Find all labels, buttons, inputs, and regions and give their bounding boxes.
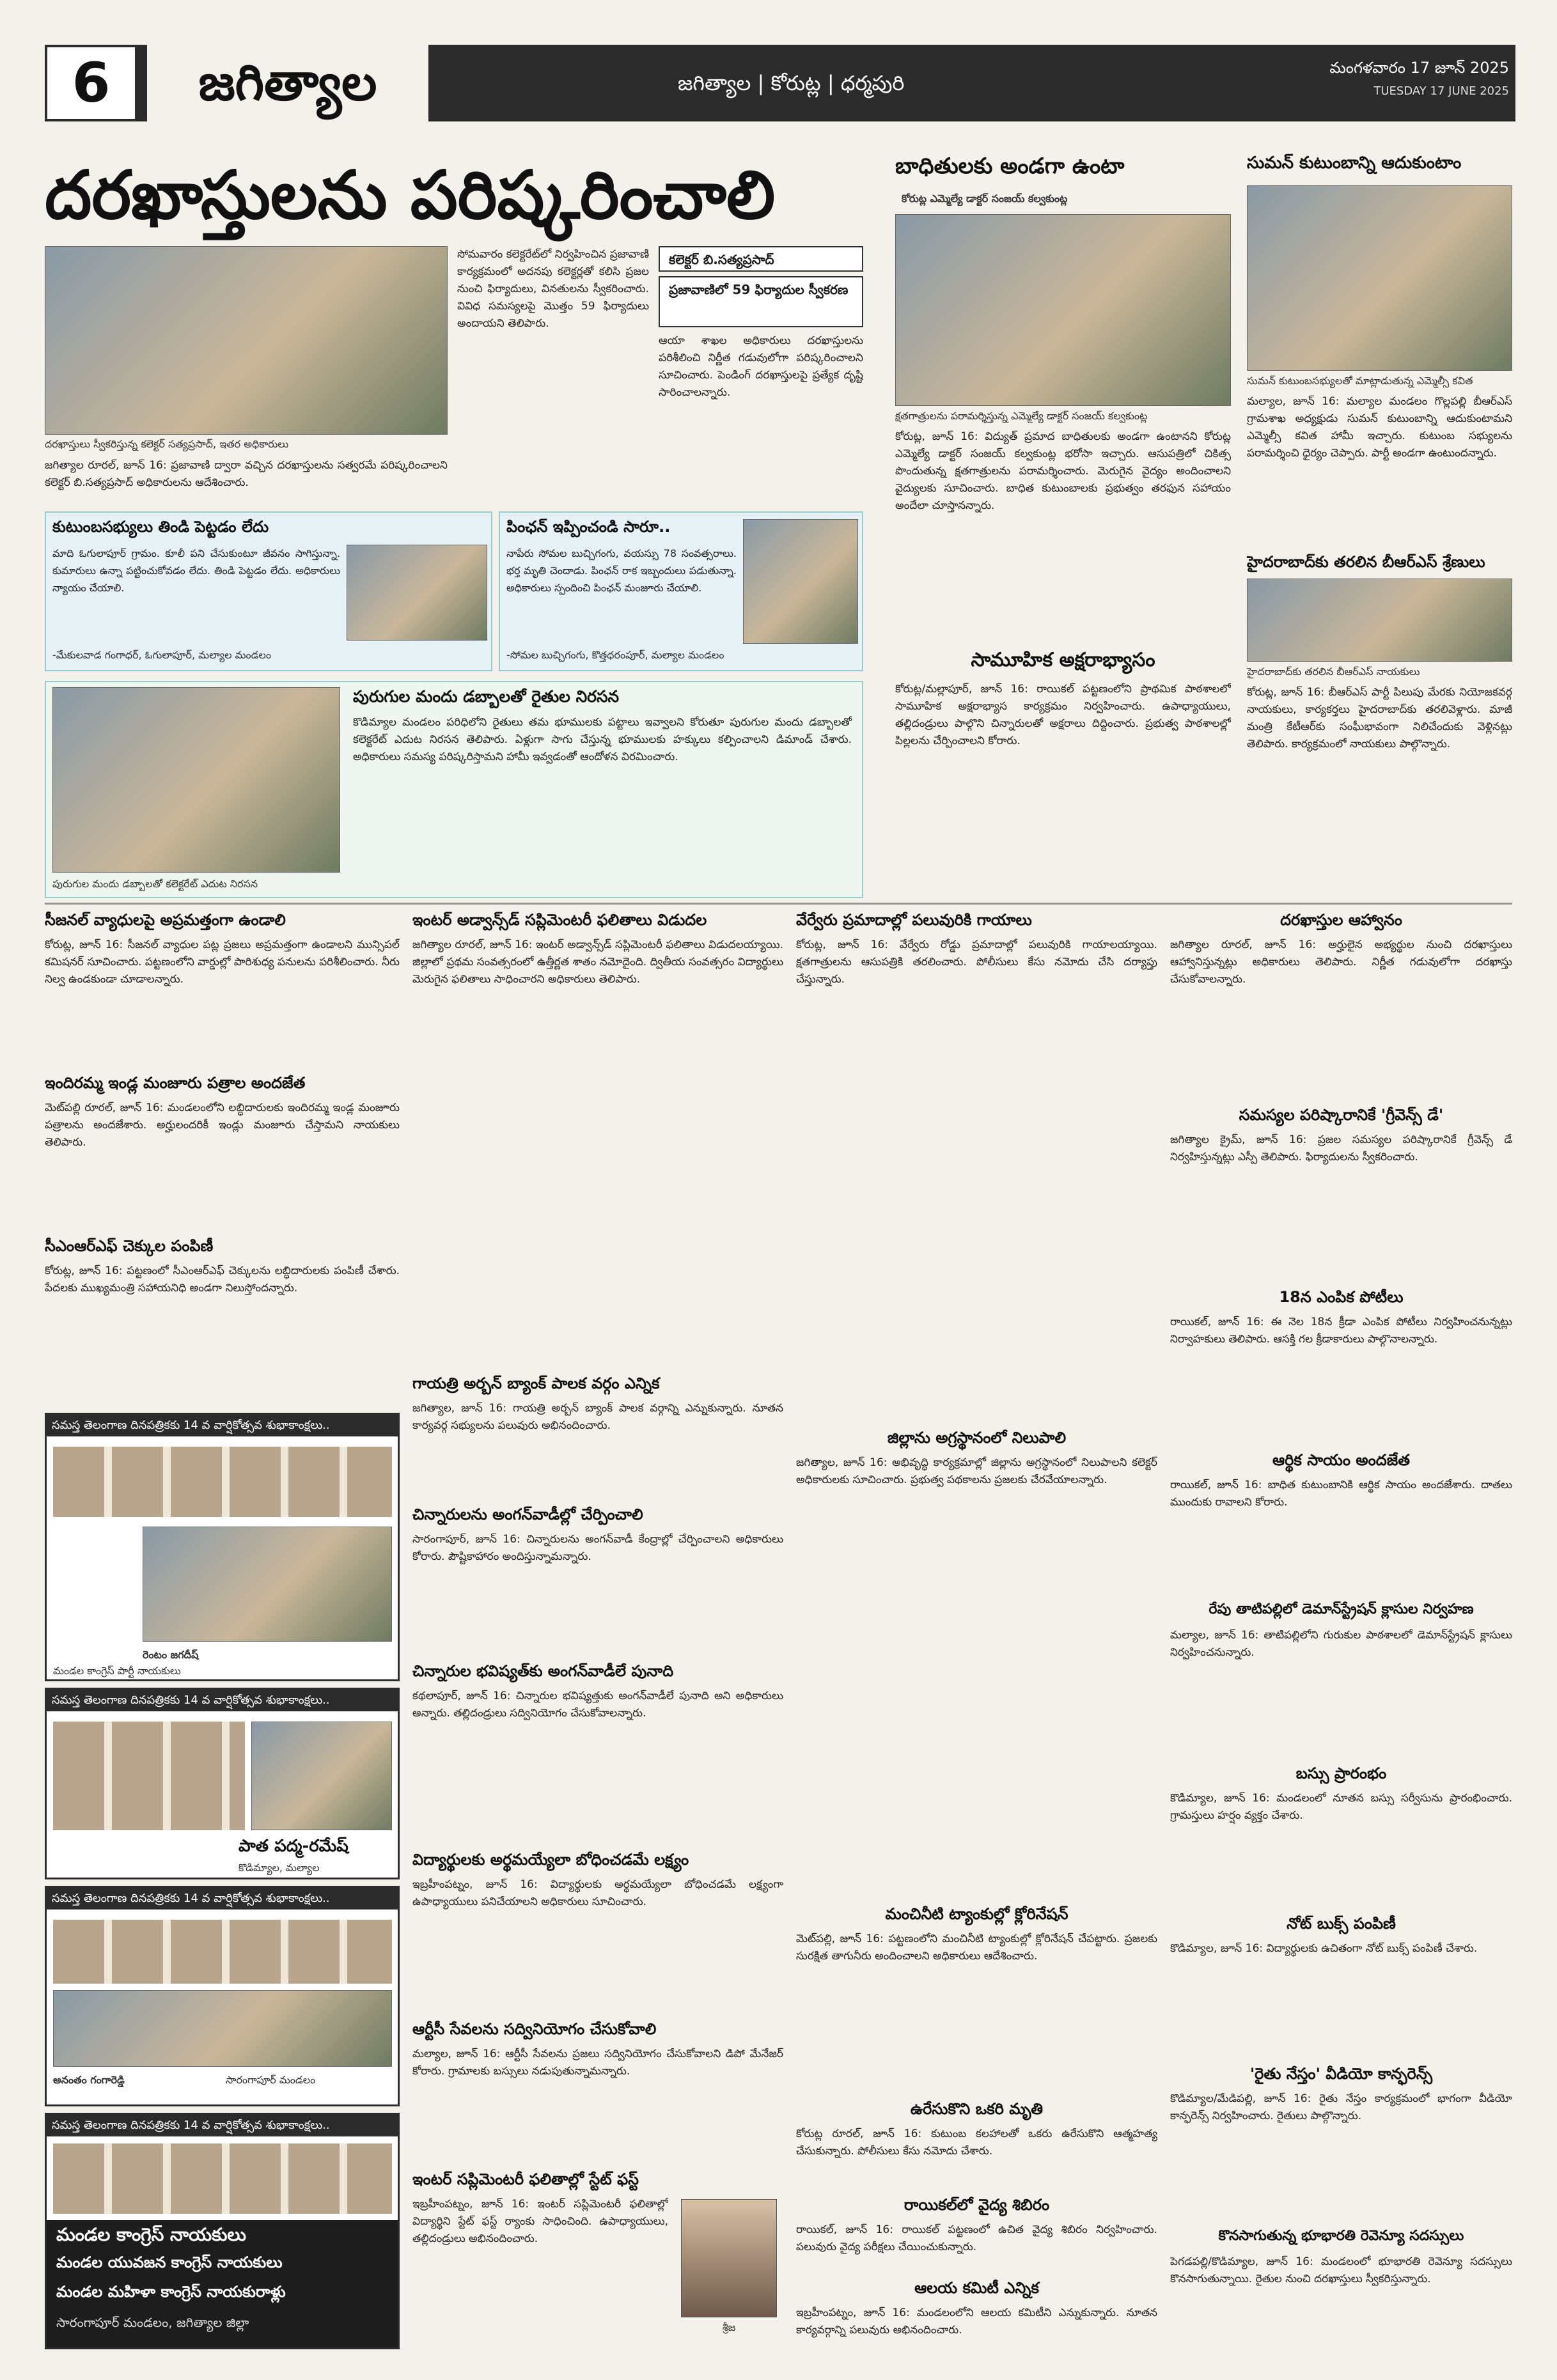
ad-4-faces [53, 2143, 392, 2214]
family-story-byline: -మేకులవాడ గంగాధర్, ఓగులాపూర్, మల్యాల మండలం [52, 649, 271, 661]
col1-body-2: మెట్‌పల్లి రూరల్, జూన్ 16: మండలంలోని లబ్ధిదారులకు ఇందిరమ్మ ఇండ్ల మంజూరు పత్రాలను అందజేశారు. అర్హులందరికీ ఇండ్లు మంజూరు చేస్తామని నాయకులు తెలిపారు. [45, 1101, 400, 1149]
farmers-story-body: కొడిమ్యాల మండలం పరిధిలోని రైతులు తమ భూములకు పట్టాలు ఇవ్వాలని కోరుతూ పురుగుల మందు డబ్బాలతో కలెక్టరేట్ ఎదుట నిరసన తెలిపారు. ఏళ్లుగా సాగు చేస్తున్న భూములకు హక్కులు కల్పించాలని డిమాండ్ చేశారు. అధికారులు సమస్య పరిష్కరిస్తామని హామీ ఇవ్వడంతో ఆందోళన విరమించారు. [353, 716, 852, 763]
col3-headline-3: మంచినీటి ట్యాంకుల్లో క్లోరినేషన్ [885, 1905, 1068, 1923]
col3-body-2: జగిత్యాల, జూన్ 16: అభివృద్ధి కార్యక్రమాల్లో జిల్లాను అగ్రస్థానంలో నిలుపాలని కలెక్టర్ అధికారులకు సూచించారు. ప్రభుత్వ పథకాలను ప్రజలకు చేరవేయాలన్నారు. [796, 1456, 1157, 1486]
lead-photo [45, 246, 448, 435]
ad-2-footer: కొడిమ్యాల, మల్యాల [239, 1862, 320, 1874]
lead-body-3: ఆయా శాఖల అధికారులు దరఖాస్తులను పరిశీలించి నిర్ణీత గడువులోగా పరిష్కరించాలని సూచించారు. పెండింగ్ దరఖాస్తులపై ప్రత్యేక దృష్టి సారించాలన్నారు. [659, 334, 863, 399]
col4-body-6: కొడిమ్యాల, జూన్ 16: మండలంలో నూతన బస్సు సర్వీసును ప్రారంభించారు. గ్రామస్తులు హర్షం వ్యక్తం చేశారు. [1170, 1792, 1512, 1822]
suman-body: మల్యాల, జూన్ 16: మల్యాల మండలం గొల్లపల్లి బీఆర్ఎస్ గ్రామశాఖ అధ్యక్షుడు సుమన్ కుటుంబాన్ని ఆదుకుంటామని ఎమ్మెల్సీ కవిత హామీ ఇచ్చారు. కుటుంబ సభ్యులను పరామర్శించి ధైర్యం చెప్పారు. పార్టీ అండగా ఉంటుందన్నారు. [1247, 395, 1512, 460]
col3-body-6: ఇబ్రహీంపట్నం, జూన్ 16: మండలంలోని ఆలయ కమిటీని ఎన్నుకున్నారు. నూతన కార్యవర్గాన్ని పలువురు అభినందించారు. [796, 2306, 1157, 2337]
col1-headline-1: సీజనల్ వ్యాధులపై అప్రమత్తంగా ఉండాలి [45, 911, 286, 929]
hyderabad-photo [1247, 579, 1512, 662]
col4-headline-5: రేపు తాటిపల్లిలో డెమాన్‌స్ట్రేషన్ క్లాసుల నిర్వహణ [1209, 1601, 1474, 1617]
ad-2-portrait [251, 1722, 392, 1830]
ad-1-footer: మండల కాంగ్రెస్ పార్టీ నాయకులు [53, 1665, 181, 1677]
lead-body-2: సోమవారం కలెక్టరేట్‌లో నిర్వహించిన ప్రజావాణి కార్యక్రమంలో అదనపు కలెక్టర్లతో కలిసి ప్రజల నుంచి ఫిర్యాదులు, వినతులను స్వీకరించారు. వివిధ సమస్యలపై మొత్తం 59 ఫిర్యాదులు అందాయని తెలిపారు. [457, 248, 649, 330]
col3-body-1: కోరుట్ల, జూన్ 16: వేర్వేరు రోడ్డు ప్రమాదాల్లో పలువురికి గాయాలయ్యాయి. క్షతగాత్రులను ఆసుపత్రికి తరలించారు. పోలీసులు కేసు నమోదు చేసి దర్యాప్తు చేస్తున్నారు. [796, 938, 1157, 986]
lead-bullet-1: కలెక్టర్ బి.సత్యప్రసాద్ [659, 246, 863, 272]
hyderabad-body: కోరుట్ల, జూన్ 16: బీఆర్ఎస్ పార్టీ పిలుపు మేరకు నియోజకవర్గ నాయకులు, కార్యకర్తలు హైదరాబాద్‌కు తరలివెళ్లారు. మాజీ మంత్రి కేటీఆర్‌కు సంఘీభావంగా నిలిచేందుకు వెళ్లినట్లు తెలిపారు. కార్యక్రమంలో నాయకులు పాల్గొన్నారు. [1247, 686, 1512, 751]
victims-photo [895, 214, 1231, 406]
col4-body-8: కొడిమ్యాల/మేడిపల్లి, జూన్ 16: రైతు నేస్తం కార్యక్రమంలో భాగంగా వీడియో కాన్ఫరెన్స్ నిర్వహించారు. రైతులు పాల్గొన్నారు. [1170, 2092, 1512, 2122]
student-name: శ్రీజ [722, 2321, 736, 2333]
col4-body-1: జగిత్యాల రూరల్, జూన్ 16: అర్హులైన అభ్యర్థుల నుంచి దరఖాస్తులు ఆహ్వానిస్తున్నట్లు అధికారులు తెలిపారు. నిర్ణీత గడువులోగా దరఖాస్తు చేసుకోవాలన్నారు. [1170, 938, 1512, 986]
col2-headline-3: చిన్నారులను అంగన్‌వాడీల్లో చేర్పించాలి [412, 1505, 643, 1523]
ad-4-title: సమస్త తెలంగాణ దినపత్రికకు 14 వ వార్షికోత్సవ శుభాకాంక్షలు.. [47, 2115, 398, 2136]
col2-headline-6: ఆర్టీసీ సేవలను సద్వినియోగం చేసుకోవాలి [412, 2020, 657, 2038]
col4-body-9: పెగడపల్లి/కొడిమ్యాల, జూన్ 16: మండలంలో భూభారతి రెవెన్యూ సదస్సులు కొనసాగుతున్నాయి. రైతుల నుంచి దరఖాస్తులు స్వీకరిస్తున్నారు. [1170, 2255, 1512, 2285]
column-2 [412, 911, 783, 2349]
student-photo [681, 2199, 777, 2317]
victims-caption: క్షతగాత్రులను పరామర్శిస్తున్న ఎమ్మెల్యే డాక్టర్ సంజయ్ కల్వకుంట్ల [895, 410, 1148, 422]
family-story-body: మాది ఓగులాపూర్ గ్రామం. కూలీ పని చేసుకుంటూ జీవనం సాగిస్తున్నా. కుమారులు ఉన్నా పట్టించుకోవడం లేదు. తిండి పెట్టడం లేదు. అధికారులు న్యాయం చేయాలి. [52, 547, 340, 594]
col4-headline-1: దరఖాస్తుల ఆహ్వానం [1280, 911, 1402, 929]
col4-headline-7: నోట్ బుక్స్ పంపిణీ [1287, 1915, 1396, 1933]
ad-2-title: సమస్త తెలంగాణ దినపత్రికకు 14 వ వార్షికోత్సవ శుభాకాంక్షలు.. [47, 1690, 398, 1711]
col3-headline-4: ఉరేసుకొని ఒకరి మృతి [910, 2100, 1044, 2118]
banner-line-2: మండల యువజన కాంగ్రెస్ నాయకులు [56, 2253, 283, 2271]
col4-headline-3: 18న ఎంపిక పోటీలు [1279, 1288, 1404, 1306]
col2-body-4: కథలాపూర్, జూన్ 16: చిన్నారుల భవిష్యత్తుకు అంగన్‌వాడీలే పునాది అని అధికారులు అన్నారు. తల్లిదండ్రులు సద్వినియోగం చేసుకోవాలన్నారు. [412, 1690, 783, 1720]
col4-body-5: మల్యాల, జూన్ 16: తాటిపల్లిలోని గురుకుల పాఠశాలలో డెమాన్‌స్ట్రేషన్ క్లాసులు నిర్వహించనున్నారు. [1170, 1629, 1512, 1659]
ad-1-name: రెంటం జగదీష్ [143, 1649, 199, 1661]
col2-headline-4: చిన్నారుల భవిష్యత్‌కు అంగన్‌వాడీలే పునాది [412, 1662, 674, 1680]
col3-body-4: కోరుట్ల రూరల్, జూన్ 16: కుటుంబ కలహాలతో ఒకరు ఉరేసుకొని ఆత్మహత్య చేసుకున్నారు. పోలీసులు కేసు నమోదు చేశారు. [796, 2127, 1157, 2158]
ad-3 [45, 1886, 400, 2106]
banner-line-3: మండల మహిళా కాంగ్రెస్ నాయకురాళ్లు [56, 2283, 286, 2301]
banner-line-1: మండల కాంగ్రెస్ నాయకులు [56, 2224, 246, 2245]
pension-story-photo [743, 519, 858, 644]
pension-story-headline: పింఛన్ ఇప్పించండి సారూ.. [506, 518, 671, 536]
lead-body-1: జగిత్యాల రూరల్, జూన్ 16: ప్రజావాణి ద్వారా వచ్చిన దరఖాస్తులను సత్వరమే పరిష్కరించాలని కలెక్టర్ బి.సత్యప్రసాద్ అధికారులను ఆదేశించారు. [45, 459, 448, 489]
ad-1 [45, 1413, 400, 1681]
column-4 [1170, 911, 1512, 2349]
col2-body-6: మల్యాల, జూన్ 16: ఆర్టీసీ సేవలను ప్రజలు సద్వినియోగం చేసుకోవాలని డిపో మేనేజర్ కోరారు. గ్రామాలకు బస్సులు నడుపుతున్నామన్నారు. [412, 2048, 783, 2078]
col2-headline-7: ఇంటర్ సప్లిమెంటరీ ఫలితాల్లో స్టేట్ ఫస్ట్ [412, 2170, 639, 2188]
col3-body-5: రాయికల్, జూన్ 16: రాయికల్ పట్టణంలో ఉచిత వైద్య శిబిరం నిర్వహించారు. పలువురు వైద్య పరీక్షలు చేయించుకున్నారు. [796, 2223, 1157, 2253]
col4-body-3: రాయికల్, జూన్ 16: ఈ నెల 18న క్రీడా ఎంపిక పోటీలు నిర్వహించనున్నట్లు నిర్వాహకులు తెలిపారు. ఆసక్తి గల క్రీడాకారులు పాల్గొనాలన్నారు. [1170, 1316, 1512, 1346]
col2-body-5: ఇబ్రహీంపట్నం, జూన్ 16: విద్యార్థులకు అర్థమయ్యేలా బోధించడమే లక్ష్యంగా ఉపాధ్యాయులు పనిచేయాలని అధికారులు సూచించారు. [412, 1878, 783, 1908]
col4-headline-2: సమస్యల పరిష్కారానికే 'గ్రీవెన్స్ డే' [1239, 1106, 1444, 1124]
ad-3-name: అనంతం గంగారెడ్డి [53, 2074, 125, 2086]
col4-headline-4: ఆర్థిక సాయం అందజేత [1272, 1451, 1410, 1469]
bottom-banner [47, 2220, 400, 2349]
farmers-story-headline: పురుగుల మందు డబ్బాలతో రైతుల నిరసన [353, 687, 620, 706]
pension-story-body: నాపేరు సోమల బుచ్చిగంగు, వయస్సు 78 సంవత్సరాలు. భర్త మృతి చెందాడు. పింఛన్ రాక ఇబ్బందులు పడుతున్నా. అధికారులు స్పందించి పింఛన్ మంజూరు చేయాలి. [506, 547, 737, 594]
col4-body-4: రాయికల్, జూన్ 16: బాధిత కుటుంబానికి ఆర్థిక సాయం అందజేశారు. దాతలు ముందుకు రావాలని కోరారు. [1170, 1479, 1512, 1509]
suman-photo [1247, 185, 1512, 371]
literacy-body: కోరుట్ల/మల్లాపూర్, జూన్ 16: రాయికల్ పట్టణంలోని ప్రాథమిక పాఠశాలలో సామూహిక అక్షరాభ్యాస కార్యక్రమం నిర్వహించారు. ఉపాధ్యాయులు, తల్లిదండ్రులు పాల్గొని చిన్నారులతో అక్షరాలు దిద్దించారు. ప్రభుత్వ పాఠశాలల్లో పిల్లలను చేర్పించాలని కోరారు. [895, 683, 1231, 747]
col1-headline-2: ఇందిరమ్మ ఇండ్ల మంజూరు పత్రాల అందజేత [45, 1074, 306, 1092]
victims-body: కోరుట్ల, జూన్ 16: విద్యుత్ ప్రమాద బాధితులకు అండగా ఉంటానని కోరుట్ల ఎమ్మెల్యే డాక్టర్ సంజయ్ కల్వకుంట్ల భరోసా ఇచ్చారు. ఆసుపత్రిలో చికిత్స పొందుతున్న క్షతగాత్రులను పరామర్శించారు. మెరుగైన వైద్యం అందించాలని వైద్యులకు సూచించారు. బాధిత కుటుంబాలకు ప్రభుత్వం తరఫున సహాయం అందేలా చూస్తానన్నారు. [895, 430, 1231, 512]
suman-caption: సుమన్ కుటుంబసభ్యులతో మాట్లాడుతున్న ఎమ్మెల్సీ కవిత [1247, 375, 1473, 387]
col2-body-3: సారంగాపూర్, జూన్ 16: చిన్నారులను అంగన్‌వాడీ కేంద్రాల్లో చేర్పించాలని అధికారులు కోరారు. పౌష్టికాహారం అందిస్తున్నామన్నారు. [412, 1533, 783, 1563]
col4-body-7: కొడిమ్యాల, జూన్ 16: విద్యార్థులకు ఉచితంగా నోట్ బుక్స్ పంపిణీ చేశారు. [1170, 1942, 1478, 1955]
ad-2-name: పాత పద్మ-రమేష్ [239, 1837, 348, 1856]
ad-3-faces [53, 1920, 392, 1984]
col2-headline-5: విద్యార్థులకు అర్థమయ్యేలా బోధించడమే లక్ష్యం [412, 1851, 689, 1869]
family-story-photo [347, 545, 487, 641]
ad-2 [45, 1688, 400, 1879]
ad-1-portraits [143, 1527, 392, 1642]
col4-headline-6: బస్సు ప్రారంభం [1295, 1764, 1387, 1782]
page-number: 6 [45, 45, 137, 121]
col3-headline-6: ఆలయ కమిటీ ఎన్నిక [914, 2279, 1039, 2297]
col3-headline-2: జిల్లాను అగ్రస్థానంలో నిలుపాలి [887, 1429, 1067, 1447]
banner-line-4: సారంగాపూర్ మండలం, జగిత్యాల జిల్లా [56, 2315, 249, 2330]
ad-2-faces [53, 1722, 245, 1830]
hyderabad-caption: హైదరాబాద్‌కు తరలిన బీఆర్ఎస్ నాయకులు [1247, 665, 1420, 678]
hyderabad-headline: హైదరాబాద్‌కు తరలిన బీఆర్ఎస్ శ్రేణులు [1247, 553, 1485, 571]
pension-story-byline: -సోమల బుచ్చిగంగు, కొత్తధరంపూర్, మల్యాల మండలం [506, 649, 724, 661]
date-english: TUESDAY 17 JUNE 2025 [1373, 84, 1509, 98]
col2-body-7: ఇబ్రహీంపట్నం, జూన్ 16: ఇంటర్ సప్లిమెంటరీ ఫలితాల్లో విద్యార్థిని స్టేట్ ఫస్ట్ ర్యాంకు సాధించింది. ఉపాధ్యాయులు, తల్లిదండ్రులు అభినందించారు. [412, 2198, 668, 2245]
col2-body-1: జగిత్యాల రూరల్, జూన్ 16: ఇంటర్ అడ్వాన్స్‌డ్ సప్లిమెంటరీ ఫలితాలు విడుదలయ్యాయి. జిల్లాలో ప్రథమ సంవత్సరంలో ఉత్తీర్ణత శాతం నమోదైంది. ద్వితీయ సంవత్సరం విద్యార్థులు మెరుగైన ఫలితాలు సాధించారని అధికారులు తెలిపారు. [412, 938, 783, 986]
col4-headline-8: 'రైతు నేస్తం' వీడియో కాన్ఫరెన్స్ [1249, 2065, 1433, 2083]
column-3 [796, 911, 1157, 2349]
literacy-headline: సామూహిక అక్షరాభ్యాసం [971, 649, 1155, 671]
col3-headline-5: రాయికల్‌లో వైద్య శిబిరం [904, 2196, 1050, 2214]
farmers-story-box [45, 681, 863, 898]
lead-bullet-2: ప్రజావాణిలో 59 ఫిర్యాదుల స్వీకరణ [659, 276, 863, 327]
ad-1-title: సమస్త తెలంగాణ దినపత్రికకు 14 వ వార్షికోత్సవ శుభాకాంక్షలు.. [47, 1415, 398, 1436]
ad-4 [45, 2113, 400, 2349]
col3-body-3: మెట్‌పల్లి, జూన్ 16: పట్టణంలోని మంచినీటి ట్యాంకుల్లో క్లోరినేషన్ చేపట్టారు. ప్రజలకు సురక్షిత తాగునీరు అందించాలని అధికారులు ఆదేశించారు. [796, 1933, 1157, 1963]
ad-1-faces [53, 1447, 392, 1517]
family-story-box [45, 511, 492, 671]
victims-headline: బాధితులకు అండగా ఉంటా [895, 153, 1125, 179]
col2-body-2: జగిత్యాల, జూన్ 16: గాయత్రి అర్బన్ బ్యాంక్ పాలక వర్గాన్ని ఎన్నుకున్నారు. నూతన కార్యవర్గ సభ్యులను పలువురు అభినందించారు. [412, 1402, 783, 1432]
family-story-headline: కుటుంబసభ్యులు తిండి పెట్టడం లేదు [52, 518, 269, 536]
farmers-story-caption: పురుగుల మందు డబ్బాలతో కలెక్టరేట్ ఎదుట నిరసన [52, 878, 258, 890]
lead-photo-caption: దరఖాస్తులు స్వీకరిస్తున్న కలెక్టర్ సత్యప్రసాద్, ఇతర అధికారులు [45, 438, 289, 450]
ad-3-title: సమస్త తెలంగాణ దినపత్రికకు 14 వ వార్షికోత్సవ శుభాకాంక్షలు.. [47, 1888, 398, 1909]
col4-body-2: జగిత్యాల క్రైమ్, జూన్ 16: ప్రజల సమస్యల పరిష్కారానికే గ్రీవెన్స్ డే నిర్వహిస్తున్నట్లు ఎస్పీ తెలిపారు. ఫిర్యాదులను స్వీకరించారు. [1170, 1133, 1512, 1163]
lead-headline: దరఖాస్తులను పరిష్కరించాలి [45, 155, 776, 234]
col4-headline-9: కొనసాగుతున్న భూభారతి రెవెన్యూ సదస్సులు [1218, 2228, 1464, 2244]
victims-bullet: కోరుట్ల ఎమ్మెల్యే డాక్టర్ సంజయ్ కల్వకుంట్ల [902, 192, 1068, 205]
divider [45, 903, 1512, 905]
date-telugu: మంగళవారం 17 జూన్ 2025 [1329, 59, 1509, 77]
col2-headline-2: గాయత్రి అర్బన్ బ్యాంక్ పాలక వర్గం ఎన్నిక [412, 1374, 660, 1392]
col2-headline-1: ఇంటర్ అడ్వాన్స్‌డ్ సప్లిమెంటరీ ఫలితాలు విడుదల [412, 911, 707, 929]
col3-headline-1: వేర్వేరు ప్రమాదాల్లో పలువురికి గాయాలు [796, 911, 1032, 929]
col1-body-1: కోరుట్ల, జూన్ 16: సీజనల్ వ్యాధుల పట్ల ప్రజలు అప్రమత్తంగా ఉండాలని మున్సిపల్ కమిషనర్ సూచించారు. పట్టణంలోని వార్డుల్లో పారిశుధ్య పనులను పరిశీలించారు. నీరు నిల్వ ఉండకుండా చూడాలన్నారు. [45, 938, 400, 986]
farmers-story-photo [52, 687, 340, 873]
ad-3-portraits [53, 1990, 392, 2067]
col1-headline-3: సీఎంఆర్ఎఫ్ చెక్కుల పంపిణీ [45, 1237, 214, 1255]
column-1 [45, 911, 400, 1416]
district-title: జగిత్యాల [147, 45, 428, 121]
sub-areas: జగిత్యాల | కోరుట్ల | ధర్మపురి [678, 71, 905, 95]
pension-story-box [499, 511, 863, 671]
ad-3-footer: సారంగాపూర్ మండలం [226, 2074, 316, 2086]
suman-headline: సుమన్ కుటుంబాన్ని ఆదుకుంటాం [1247, 153, 1462, 173]
col1-body-3: కోరుట్ల, జూన్ 16: పట్టణంలో సీఎంఆర్ఎఫ్ చెక్కులను లబ్ధిదారులకు పంపిణీ చేశారు. పేదలకు ముఖ్యమంత్రి సహాయనిధి అండగా నిలుస్తోందన్నారు. [45, 1264, 400, 1295]
